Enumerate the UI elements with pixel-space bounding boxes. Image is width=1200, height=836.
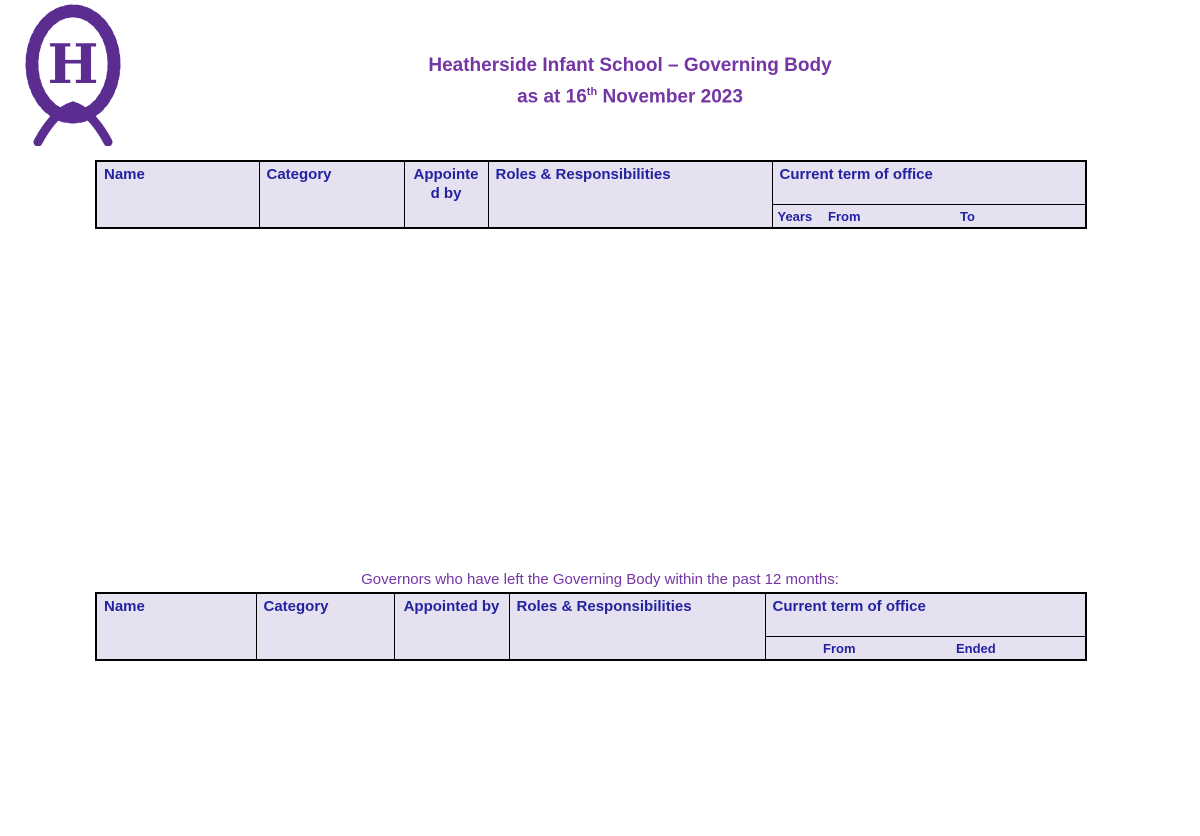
- col-header-name: Name: [96, 161, 259, 228]
- former-governors-table: [95, 592, 1087, 661]
- col-header-roles: Roles & Responsibilities: [488, 161, 772, 228]
- col-header-years: Years: [772, 205, 823, 229]
- col-header-category: Category: [259, 161, 404, 228]
- former-governors-caption: Governors who have left the Governing Body within the past 12 months:: [361, 571, 839, 588]
- title-line-2: as at 16th November 2023: [517, 86, 743, 108]
- col-header-ended: Ended: [951, 637, 1086, 661]
- col-header-name: Name: [96, 593, 256, 660]
- col-header-from: From: [823, 205, 955, 229]
- col-header-to: To: [955, 205, 1086, 229]
- page-title: [60, 52, 1200, 110]
- col-header-term: Current term of office: [765, 593, 1086, 637]
- logo-letter: H: [47, 32, 99, 96]
- title-line-1: Heatherside Infant School – Governing Body: [428, 55, 832, 76]
- col-header-category: Category: [256, 593, 394, 660]
- col-header-appointed-by: Appointed by: [404, 161, 488, 228]
- col-header-from: From: [818, 637, 951, 661]
- col-header-term: Current term of office: [772, 161, 1086, 205]
- col-header-years: [765, 637, 818, 661]
- col-header-appointed-by: Appointed by: [394, 593, 509, 660]
- col-header-roles: Roles & Responsibilities: [509, 593, 765, 660]
- current-governors-table: [95, 160, 1087, 229]
